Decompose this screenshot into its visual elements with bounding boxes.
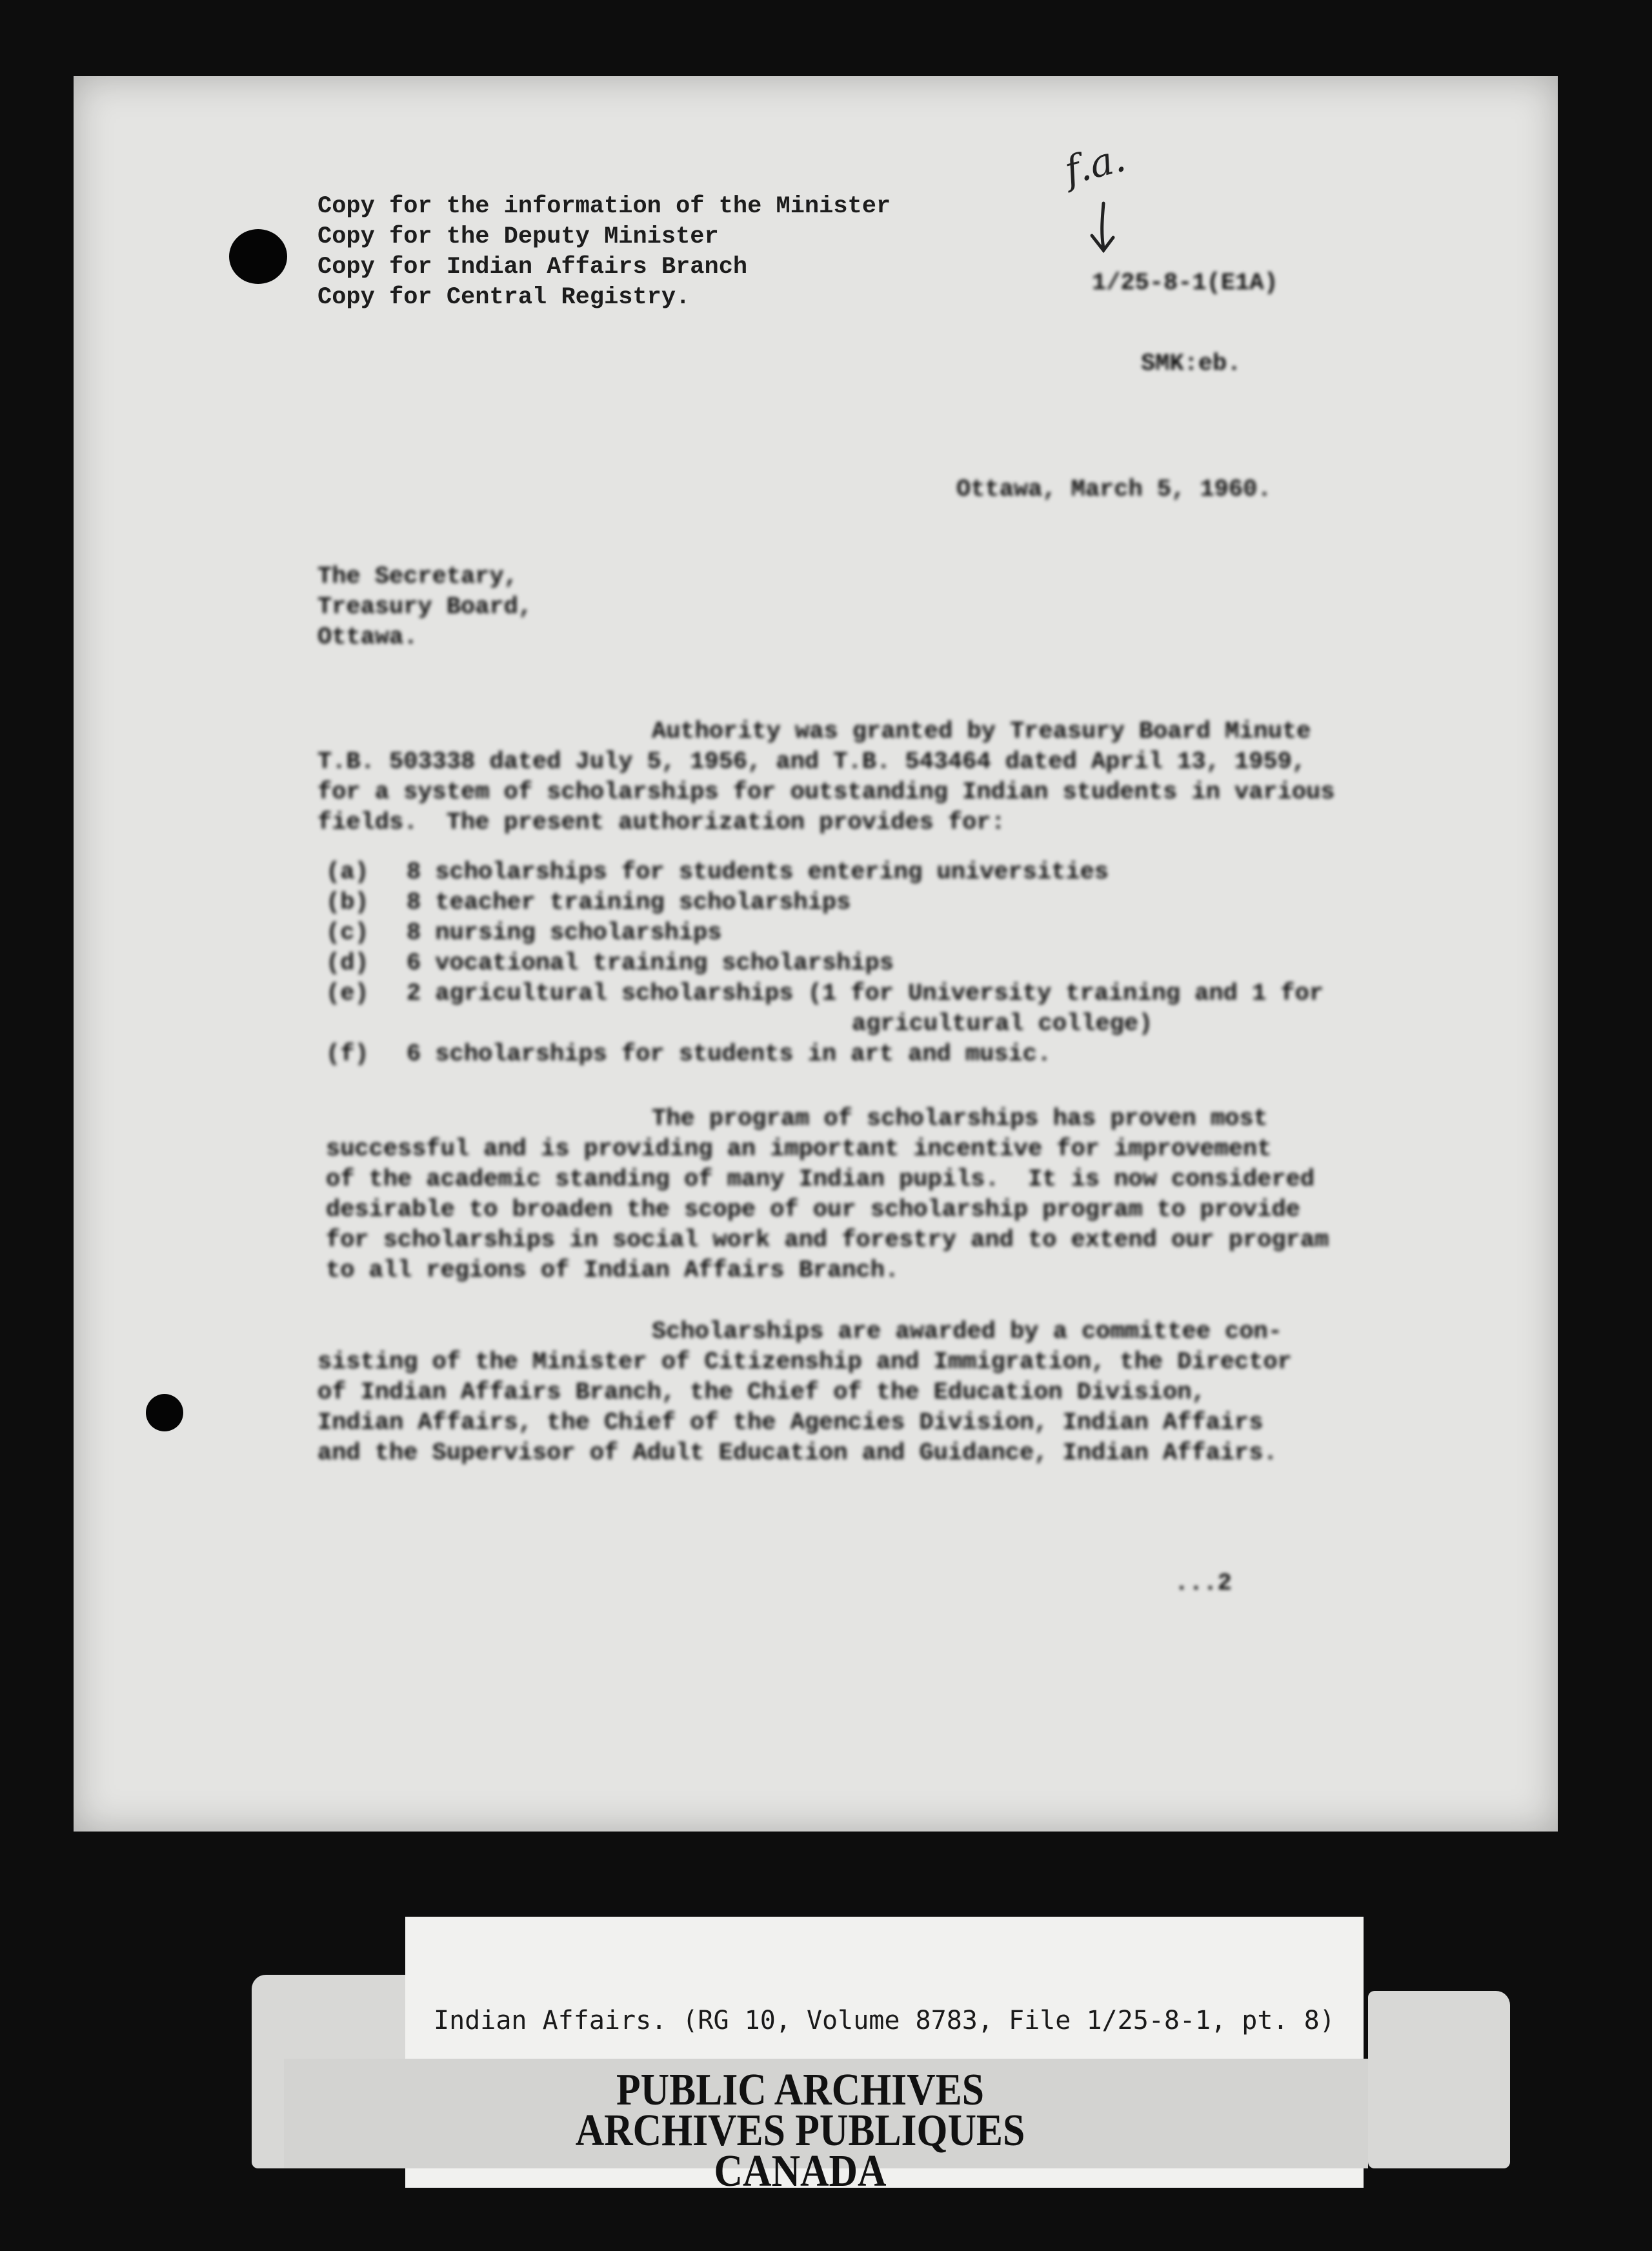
list-marker-f: (f) [326, 1041, 369, 1068]
punch-hole-bottom [146, 1394, 183, 1431]
para3-line-4: Indian Affairs, the Chief of the Agencies Division, Indian Affairs [317, 1409, 1264, 1437]
archive-stamp-line-3: CANADA [714, 2146, 887, 2196]
list-item-e-cont: agricultural college) [852, 1011, 1153, 1038]
list-marker-c: (c) [326, 920, 369, 947]
para2-line-5: for scholarships in social work and forestry and to extend our program [326, 1227, 1329, 1254]
initials: SMK:eb. [1141, 350, 1242, 378]
para3-line-3: of Indian Affairs Branch, the Chief of the Education Division, [317, 1379, 1206, 1406]
para3-line-5: and the Supervisor of Adult Education and Guidance, Indian Affairs. [317, 1440, 1278, 1467]
para1-line-1: Authority was granted by Treasury Board Minute [652, 718, 1311, 745]
para2-line-2: successful and is providing an important incentive for improvement [326, 1136, 1272, 1163]
para2-line-3: of the academic standing of many Indian pupils. It is now considered [326, 1166, 1315, 1193]
copy-line-1: Copy for the information of the Minister [317, 193, 891, 220]
copy-line-2: Copy for the Deputy Minister [317, 223, 719, 250]
addressee-line-1: The Secretary, [317, 563, 518, 591]
list-marker-b: (b) [326, 889, 369, 916]
list-marker-e: (e) [326, 980, 369, 1007]
label-tab-right [1368, 1991, 1510, 2168]
page-continuation: ...2 [1174, 1570, 1232, 1597]
copy-line-3: Copy for Indian Affairs Branch [317, 254, 748, 281]
addressee-line-2: Treasury Board, [317, 594, 533, 621]
file-reference: 1/25-8-1(E1A) [1092, 270, 1278, 297]
handwritten-note: f.a. [1060, 135, 1131, 194]
list-item-c: 8 nursing scholarships [407, 920, 722, 947]
list-item-b: 8 teacher training scholarships [407, 889, 851, 916]
archive-stamp-line-2: ARCHIVES PUBLIQUES [575, 2106, 1025, 2155]
list-item-d: 6 vocational training scholarships [407, 950, 894, 977]
para1-line-3: for a system of scholarships for outstanding Indian students in various [317, 779, 1335, 806]
list-marker-a: (a) [326, 859, 369, 886]
para1-line-2: T.B. 503338 dated July 5, 1956, and T.B. 543464 dated April 13, 1959, [317, 749, 1307, 776]
letter-date: Ottawa, March 5, 1960. [956, 476, 1272, 503]
para1-line-4: fields. The present authorization provides for: [317, 809, 1005, 836]
para2-line-1: The program of scholarships has proven most [652, 1105, 1268, 1133]
list-item-a: 8 scholarships for students entering universities [407, 859, 1109, 886]
copy-line-4: Copy for Central Registry. [317, 284, 690, 311]
para3-line-2: sisting of the Minister of Citizenship and Immigration, the Director [317, 1349, 1292, 1376]
para2-line-4: desirable to broaden the scope of our scholarship program to provide [326, 1196, 1300, 1224]
list-item-e: 2 agricultural scholarships (1 for University training and 1 for [407, 980, 1324, 1007]
list-item-f: 6 scholarships for students in art and music. [407, 1041, 1052, 1068]
archive-citation: Indian Affairs. (RG 10, Volume 8783, File 1/25-8-1, pt. 8) [434, 2006, 1335, 2035]
addressee-line-3: Ottawa. [317, 624, 418, 651]
punch-hole-top [229, 229, 287, 284]
para3-line-1: Scholarships are awarded by a committee con- [652, 1318, 1282, 1346]
para2-line-6: to all regions of Indian Affairs Branch. [326, 1257, 900, 1284]
archive-stamp-line-1: PUBLIC ARCHIVES [616, 2065, 984, 2115]
list-marker-d: (d) [326, 950, 369, 977]
handwritten-arrow-icon [1078, 200, 1129, 258]
